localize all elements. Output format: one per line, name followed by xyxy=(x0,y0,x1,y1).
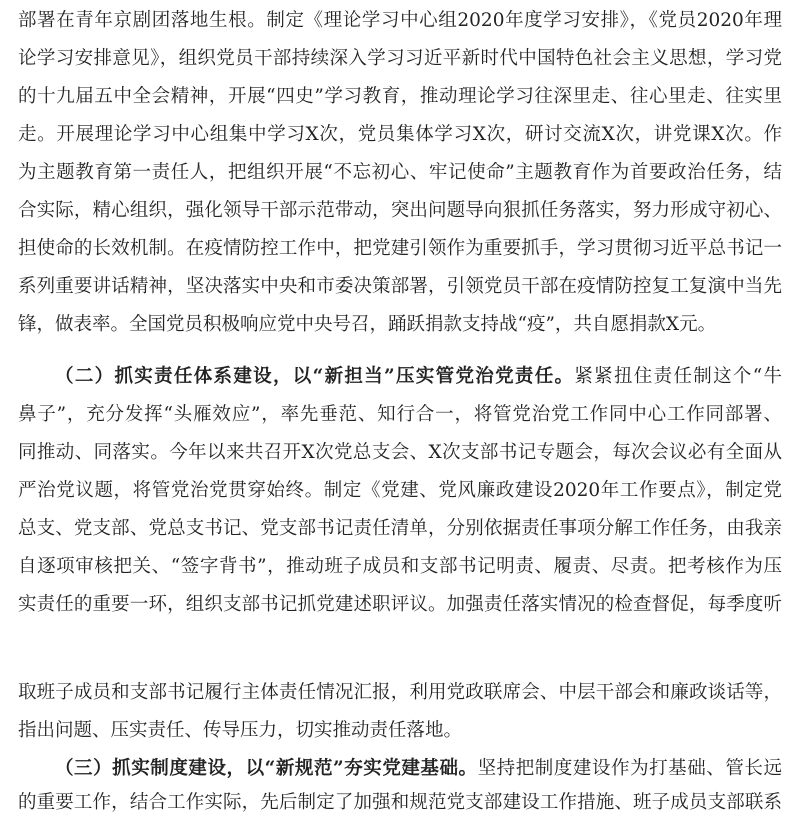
section-heading: （三）抓实制度建设，以“新规范”夯实党建基础。 xyxy=(55,758,478,779)
paragraph-line: 部署在青年京剧团落地生根。制定《理论学习中心组2020年度学习安排》，《党员2020年理 xyxy=(18,10,782,31)
paragraph-line: 走。开展理论学习中心组集中学习X次，党员集体学习X次，研讨交流X次，讲党课X次。作 xyxy=(18,124,782,145)
paragraph-line: 严治党议题，将管党治党贯穿始终。制定《党建、党风廉政建设2020年工作要点》，制定党 xyxy=(18,480,782,501)
paragraph-line: 担使命的长效机制。在疫情防控工作中，把党建引领作为重要抓手，学习贯彻习近平总书记一 xyxy=(18,238,782,259)
paragraph-line: 同推动、同落实。今年以来共召开X次党总支会、X次支部书记专题会，每次会议必有全面从 xyxy=(18,442,782,463)
paragraph-line: 的十九届五中全会精神，开展“四史”学习教育，推动理论学习往深里走、往心里走、往实里 xyxy=(18,86,782,107)
paragraph-line: 的重要工作，结合工作实际，先后制定了加强和规范党支部建设工作措施、班子成员支部联系 xyxy=(18,792,782,813)
section-two-first-line xyxy=(55,358,782,396)
section-heading: （二）抓实责任体系建设，以“新担当”压实管党治党责任。 xyxy=(55,366,575,387)
paragraph-line: 总支、党支部、党总支书记、党支部书记责任清单，分别依据责任事项分解工作任务，由我亲 xyxy=(18,518,782,539)
paragraph-line: 取班子成员和支部书记履行主体责任情况汇报，利用党政联席会、中层干部会和廉政谈话等， xyxy=(18,682,782,703)
paragraph-line: 实责任的重要一环，组织支部书记抓党建述职评议。加强责任落实情况的检查督促，每季度听 xyxy=(18,594,782,615)
section-three-first-line xyxy=(55,750,782,788)
paragraph-line: 系列重要讲话精神，坚决落实中央和市委决策部署，引领党员干部在疫情防控复工复演中当先 xyxy=(18,276,782,297)
paragraph-line: 指出问题、压实责任、传导压力，切实推动责任落地。 xyxy=(18,720,463,741)
paragraph-line: 自逐项审核把关、“签字背书”，推动班子成员和支部书记明责、履责、尽责。把考核作为压 xyxy=(18,556,782,577)
paragraph-line: 鼻子”，充分发挥“头雁效应”，率先垂范、知行合一，将管党治党工作同中心工作同部署、 xyxy=(18,404,782,425)
paragraph-line: 锋，做表率。全国党员积极响应党中央号召，踊跃捐款支持战“疫”，共自愿捐款X元。 xyxy=(18,314,717,335)
paragraph-line: 为主题教育第一责任人，把组织开展“不忘初心、牢记使命”主题教育作为首要政治任务，结 xyxy=(18,162,782,183)
paragraph-line: 论学习安排意见》，组织党员干部持续深入学习习近平新时代中国特色社会主义思想，学习党 xyxy=(18,48,782,69)
paragraph-line: 合实际，精心组织，强化领导干部示范带动，突出问题导向狠抓任务落实，努力形成守初心、 xyxy=(18,200,782,221)
paragraph-text: 紧紧扭住责任制这个“牛 xyxy=(574,366,782,387)
paragraph-text: 坚持把制度建设作为打基础、管长远 xyxy=(477,758,782,779)
